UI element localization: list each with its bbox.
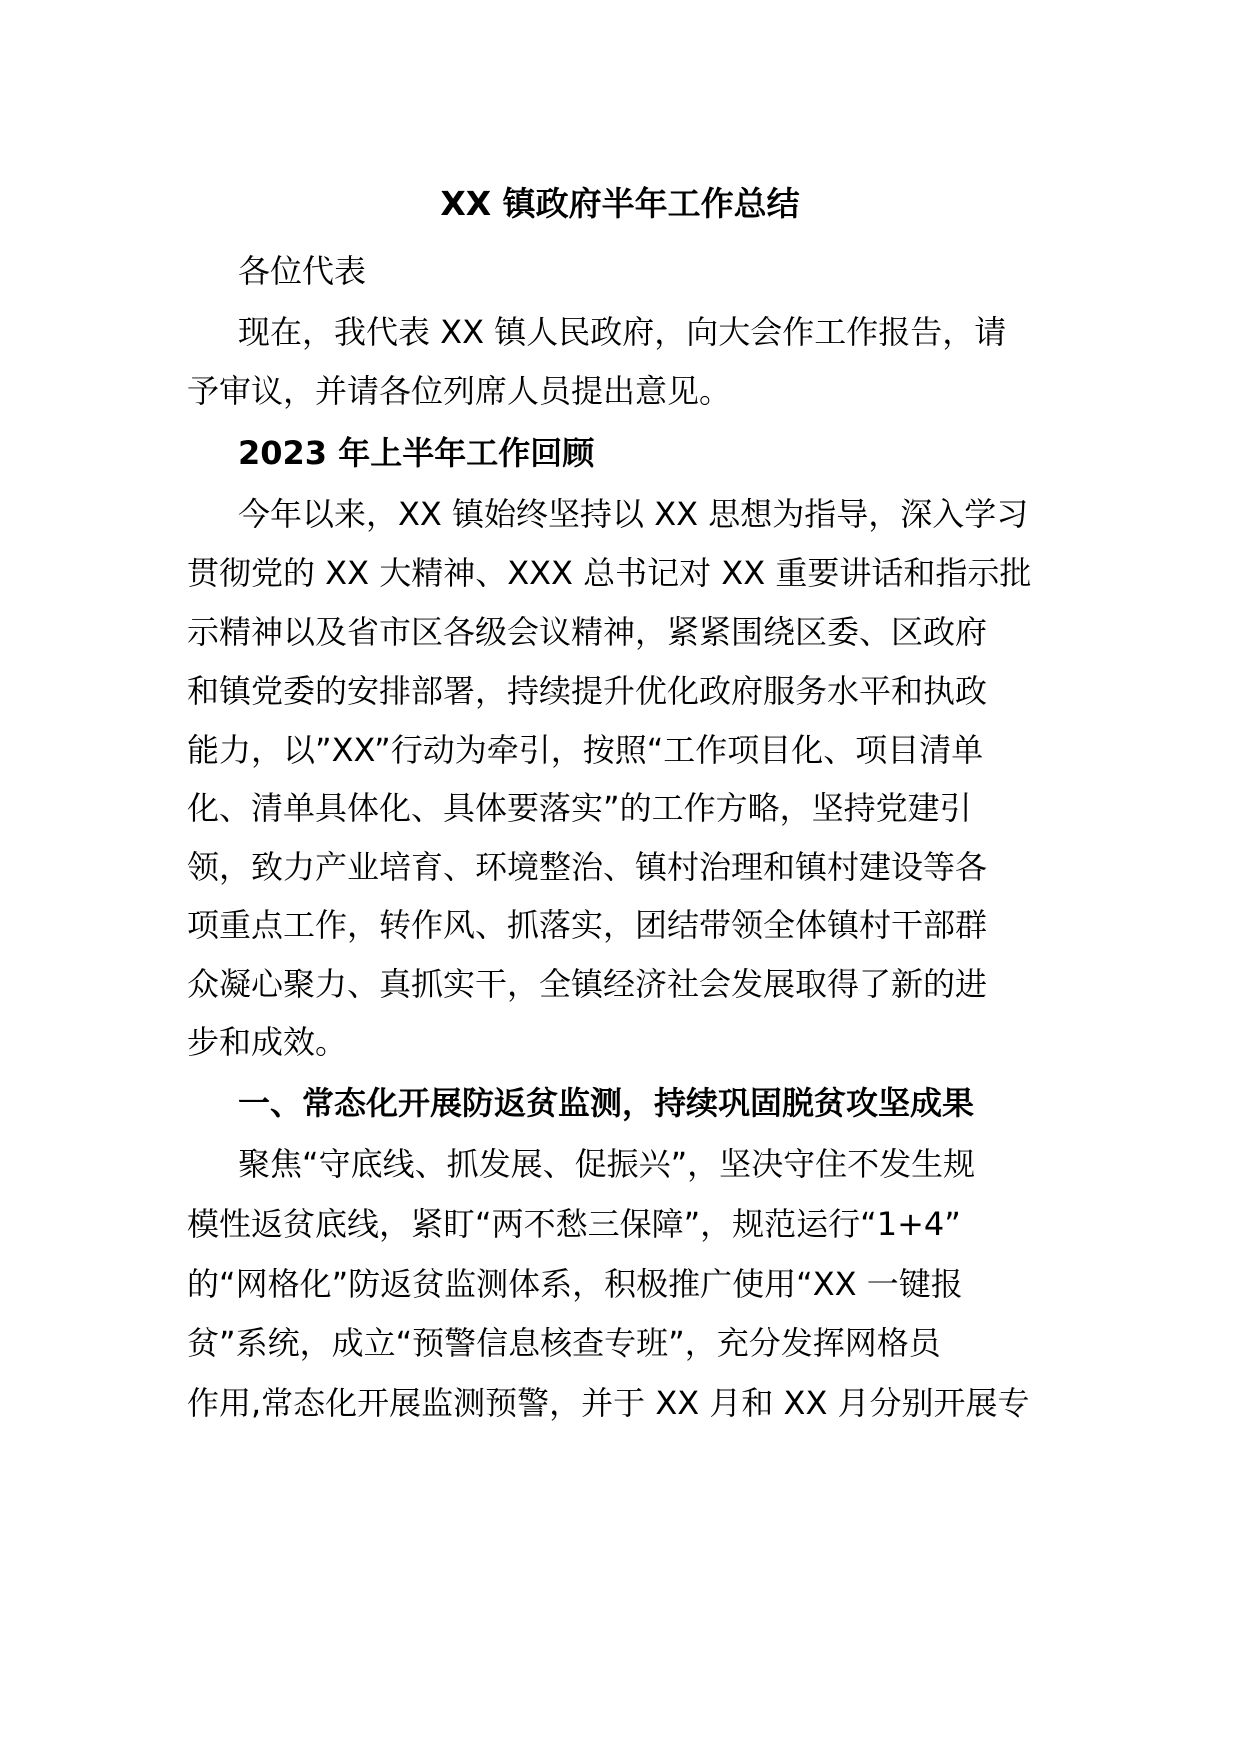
subsection-line: 作用,常态化开展监测预警，并于 XX 月和 XX 月分别开展专 bbox=[187, 1384, 1030, 1422]
subsection-line: 的“网格化”防返贫监测体系，积极推广使用“XX 一键报 bbox=[187, 1265, 963, 1303]
review-line: 步和成效。 bbox=[187, 1023, 348, 1061]
review-line: 项重点工作，转作风、抓落实，团结带领全体镇村干部群 bbox=[187, 906, 988, 944]
salutation: 各位代表 bbox=[238, 252, 367, 290]
review-line: 众凝心聚力、真抓实干，全镇经济社会发展取得了新的进 bbox=[187, 965, 988, 1003]
review-line: 领，致力产业培育、环境整治、镇村治理和镇村建设等各 bbox=[187, 848, 988, 886]
subsection-line: 贫”系统，成立“预警信息核查专班”，充分发挥网格员 bbox=[187, 1324, 941, 1362]
review-line: 贯彻党的 XX 大精神、XXX 总书记对 XX 重要讲话和指示批 bbox=[187, 554, 1032, 592]
subsection-line: 模性返贫底线，紧盯“两不愁三保障”，规范运行“1+4” bbox=[187, 1205, 961, 1243]
subsection-heading: 一、常态化开展防返贫监测，持续巩固脱贫攻坚成果 bbox=[238, 1084, 975, 1122]
review-line: 能力，以”XX”行动为牵引，按照“工作项目化、项目清单 bbox=[187, 731, 984, 769]
subsection-line: 聚焦“守底线、抓发展、促振兴”，坚决守住不发生规 bbox=[238, 1145, 976, 1183]
review-line: 和镇党委的安排部署，持续提升优化政府服务水平和执政 bbox=[187, 672, 988, 710]
review-line: 化、清单具体化、具体要落实”的工作方略，坚持党建引 bbox=[187, 789, 972, 827]
document-title: XX 镇政府半年工作总结 bbox=[440, 184, 800, 223]
section-heading: 2023 年上半年工作回顾 bbox=[238, 434, 595, 472]
intro-line: 予审议，并请各位列席人员提出意见。 bbox=[187, 372, 732, 410]
intro-line: 现在，我代表 XX 镇人民政府，向大会作工作报告，请 bbox=[238, 313, 1007, 351]
review-line: 示精神以及省市区各级会议精神，紧紧围绕区委、区政府 bbox=[187, 613, 988, 651]
review-line: 今年以来，XX 镇始终坚持以 XX 思想为指导，深入学习 bbox=[238, 495, 1029, 533]
